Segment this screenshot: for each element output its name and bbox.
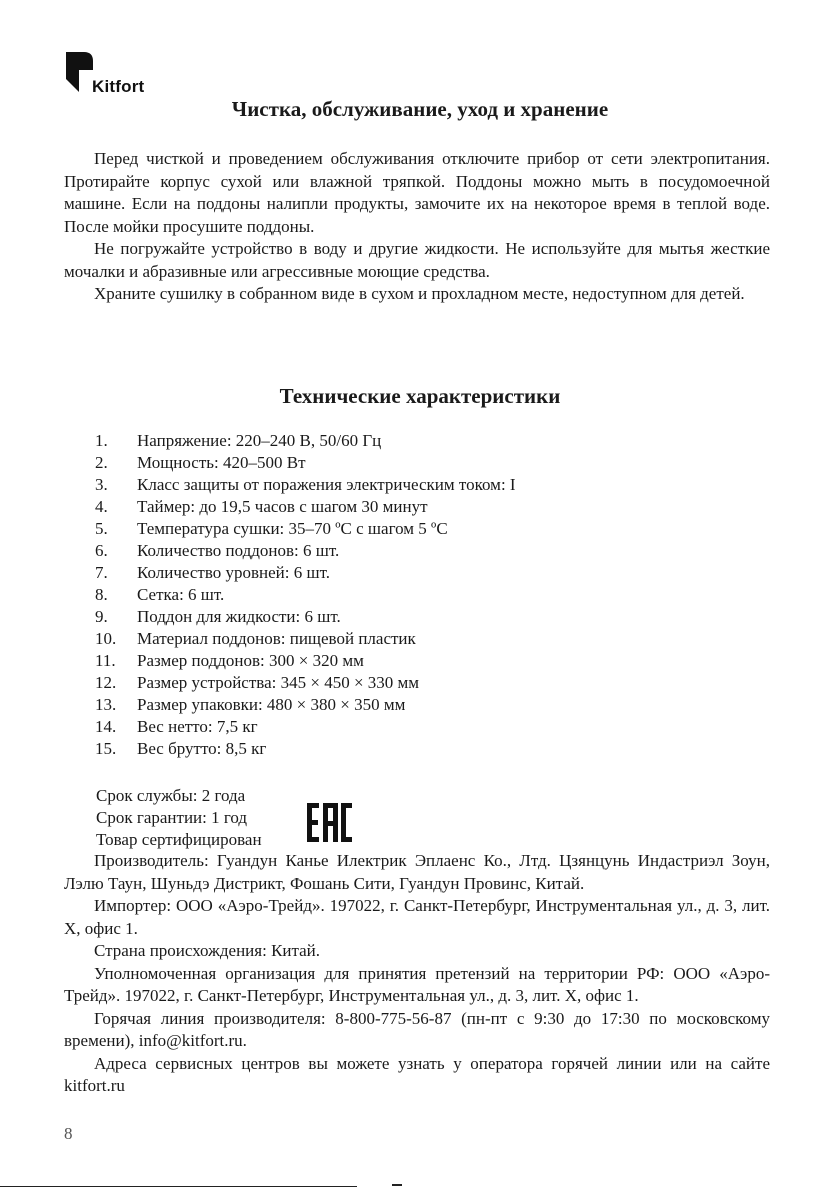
footer-divider [0, 1186, 357, 1187]
info-paragraph: Производитель: Гуандун Канье Илектрик Эплаенс Ко., Лтд. Цзянцунь Индастриэл Зоун, Лэлю Таун, Шуньдэ Дистрикт, Фошань Сити, Гуандун Провинс, Китай. [64, 851, 770, 893]
spec-text: Размер устройства: 345 × 450 × 330 мм [137, 673, 420, 692]
spec-item [95, 672, 516, 694]
spec-item [95, 562, 516, 584]
spec-item [95, 474, 516, 496]
certification-note: Товар сертифицирован [96, 830, 262, 849]
spec-number: 10. [95, 629, 117, 648]
spec-text: Вес нетто: 7,5 кг [137, 717, 258, 736]
manufacturer-info [64, 850, 770, 1098]
spec-number: 3. [95, 475, 108, 494]
care-paragraph: Перед чисткой и проведением обслуживания отключите прибор от сети электропитания. Протирайте корпус сухой или влажной тряпкой. Поддоны можно мыть в посудомоечной машине. Если на поддоны налипли продукты, замочите их на некоторое время в теплой воде. После мойки просушите поддоны. [64, 149, 770, 236]
specs-list [95, 430, 516, 760]
spec-text: Таймер: до 19,5 часов с шагом 30 минут [137, 497, 428, 516]
care-text [64, 148, 770, 306]
eac-mark-icon [307, 803, 352, 842]
spec-item [95, 606, 516, 628]
page-number: 8 [64, 1124, 73, 1143]
spec-number: 8. [95, 585, 108, 604]
spec-text: Размер упаковки: 480 × 380 × 350 мм [137, 695, 406, 714]
spec-number: 12. [95, 673, 117, 692]
spec-number: 4. [95, 497, 108, 516]
spec-text: Размер поддонов: 300 × 320 мм [137, 651, 364, 670]
spec-text: Поддон для жидкости: 6 шт. [137, 607, 341, 626]
brand-name: Kitfort [92, 77, 145, 96]
spec-number: 5. [95, 519, 108, 538]
spec-text: Количество поддонов: 6 шт. [137, 541, 340, 560]
spec-item [95, 430, 516, 452]
spec-text: Мощность: 420–500 Вт [137, 453, 306, 472]
spec-text: Напряжение: 220–240 В, 50/60 Гц [137, 431, 382, 450]
service-life: Срок службы: 2 года [96, 786, 246, 805]
spec-item [95, 628, 516, 650]
spec-number: 1. [95, 431, 108, 450]
spec-item [95, 496, 516, 518]
spec-text: Вес брутто: 8,5 кг [137, 739, 267, 758]
spec-text: Температура сушки: 35–70 ºС с шагом 5 ºС [137, 519, 448, 538]
spec-text: Сетка: 6 шт. [137, 585, 225, 604]
spec-item [95, 694, 516, 716]
spec-number: 14. [95, 717, 117, 736]
spec-text: Материал поддонов: пищевой пластик [137, 629, 416, 648]
spec-item [95, 452, 516, 474]
info-paragraph: Импортер: ООО «Аэро-Трейд». 197022, г. Санкт-Петербург, Инструментальная ул., д. 3, лит. Х, офис 1. [64, 896, 770, 938]
info-paragraph: Уполномоченная организация для принятия претензий на территории РФ: ООО «Аэро-Трейд». 197022, г. Санкт-Петербург, Инструментальная ул., д. 3, лит. Х, офис 1. [64, 963, 770, 1005]
spec-text: Класс защиты от поражения электрическим током: I [137, 475, 516, 494]
care-section-title: Чистка, обслуживание, уход и хранение [231, 97, 609, 121]
specs-section-title: Технические характеристики [279, 384, 561, 408]
spec-item [95, 716, 516, 738]
spec-item [95, 584, 516, 606]
footer-mark [392, 1184, 402, 1186]
info-paragraph: Страна происхождения: Китай. [94, 941, 321, 960]
care-paragraph: Храните сушилку в собранном виде в сухом и прохладном месте, недоступном для детей. [94, 284, 745, 303]
info-paragraph: Горячая линия производителя: 8-800-775-56-87 (пн-пт с 9:30 до 17:30 по московскому времени), info@kitfort.ru. [64, 1008, 770, 1050]
spec-number: 11. [95, 651, 116, 670]
spec-item [95, 518, 516, 540]
info-paragraph: Адреса сервисных центров вы можете узнать у оператора горячей линии или на сайте kitfort.ru [64, 1053, 770, 1095]
spec-item [95, 540, 516, 562]
spec-item [95, 738, 516, 760]
care-paragraph: Не погружайте устройство в воду и другие жидкости. Не используйте для мытья жесткие мочалки и абразивные или агрессивные моющие средства. [64, 239, 770, 281]
spec-number: 2. [95, 453, 108, 472]
spec-number: 7. [95, 563, 108, 582]
spec-number: 9. [95, 607, 108, 626]
spec-item [95, 650, 516, 672]
spec-number: 13. [95, 695, 117, 714]
kitfort-logo [66, 52, 176, 97]
kitfort-logo-icon [66, 52, 94, 92]
warranty-period: Срок гарантии: 1 год [96, 808, 248, 827]
spec-number: 6. [95, 541, 108, 560]
spec-text: Количество уровней: 6 шт. [137, 563, 330, 582]
spec-number: 15. [95, 739, 117, 758]
